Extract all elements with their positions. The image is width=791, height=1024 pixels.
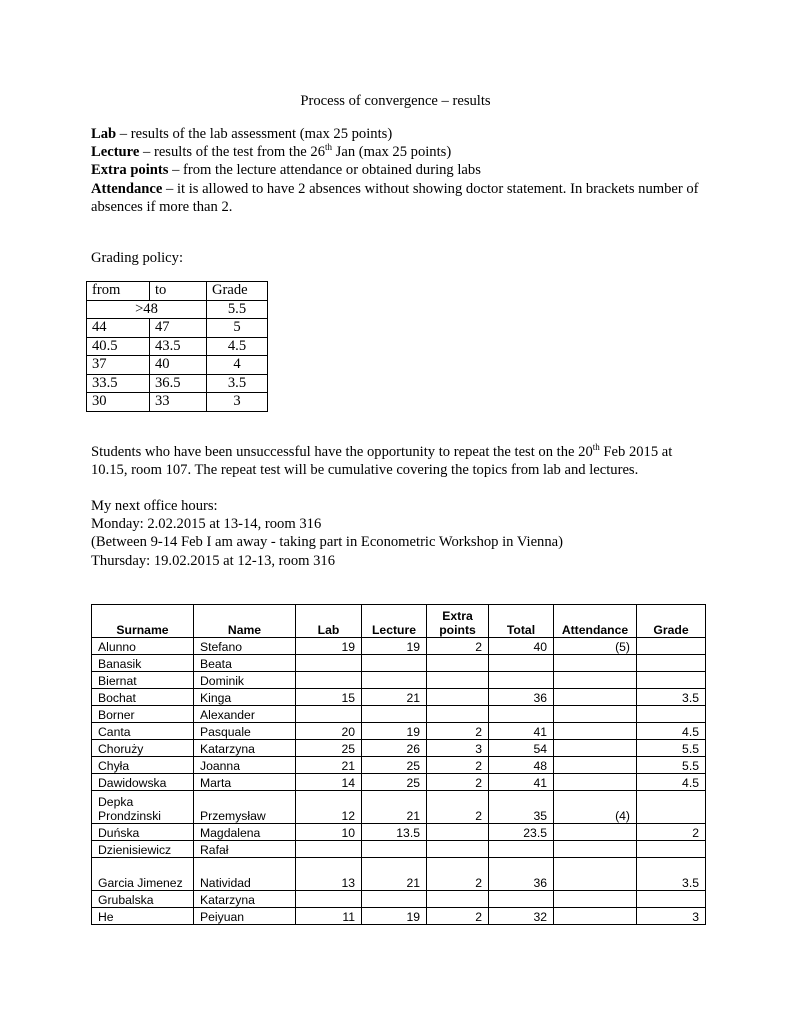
lecture-cell: 21 bbox=[362, 791, 427, 824]
table-row bbox=[92, 841, 706, 858]
name-cell: Joanna bbox=[194, 757, 296, 774]
lecture-cell: 25 bbox=[362, 757, 427, 774]
results-table bbox=[91, 604, 706, 925]
attendance-cell: (4) bbox=[554, 791, 637, 824]
lab-cell: 11 bbox=[296, 908, 362, 925]
total-cell: 54 bbox=[489, 740, 554, 757]
table-row bbox=[92, 891, 706, 908]
lecture-cell: 25 bbox=[362, 774, 427, 791]
extra-points-cell bbox=[427, 706, 489, 723]
table-row bbox=[92, 791, 706, 824]
lab-cell bbox=[296, 655, 362, 672]
grading-from-cell: 33.5 bbox=[87, 374, 150, 393]
lab-cell bbox=[296, 841, 362, 858]
lecture-cell bbox=[362, 706, 427, 723]
column-header-attendance: Attendance bbox=[554, 605, 637, 638]
grading-header-row bbox=[87, 282, 268, 301]
lab-cell: 10 bbox=[296, 824, 362, 841]
results-header-row bbox=[92, 605, 706, 638]
definition-attendance bbox=[91, 180, 701, 216]
column-header-surname: Surname bbox=[92, 605, 194, 638]
name-cell: Dominik bbox=[194, 672, 296, 689]
grading-to-cell: 33 bbox=[150, 393, 207, 412]
surname-cell: Banasik bbox=[92, 655, 194, 672]
extra-points-cell bbox=[427, 672, 489, 689]
office-hours-line: Thursday: 19.02.2015 at 12-13, room 316 bbox=[91, 552, 336, 569]
lecture-cell bbox=[362, 841, 427, 858]
lecture-cell bbox=[362, 891, 427, 908]
lecture-cell: 26 bbox=[362, 740, 427, 757]
surname-cell: Duńska bbox=[92, 824, 194, 841]
name-cell: Peiyuan bbox=[194, 908, 296, 925]
grading-from-cell: 40.5 bbox=[87, 337, 150, 356]
lab-cell: 20 bbox=[296, 723, 362, 740]
definition-lab bbox=[91, 125, 701, 143]
definition-text: – from the lecture attendance or obtained during labs bbox=[168, 162, 481, 179]
definition-term: Extra points bbox=[91, 162, 169, 179]
grading-row bbox=[87, 319, 268, 338]
surname-cell: Canta bbox=[92, 723, 194, 740]
extra-points-cell bbox=[427, 891, 489, 908]
surname-cell: Borner bbox=[92, 706, 194, 723]
name-cell: Stefano bbox=[194, 638, 296, 655]
total-cell: 36 bbox=[489, 689, 554, 706]
repeat-test-notice bbox=[91, 443, 706, 479]
table-row bbox=[92, 706, 706, 723]
extra-points-cell: 3 bbox=[427, 740, 489, 757]
table-row bbox=[92, 740, 706, 757]
surname-cell: Biernat bbox=[92, 672, 194, 689]
total-cell bbox=[489, 891, 554, 908]
grade-cell bbox=[637, 791, 706, 824]
definitions bbox=[91, 125, 701, 216]
total-cell: 35 bbox=[489, 791, 554, 824]
name-cell: Katarzyna bbox=[194, 740, 296, 757]
lab-cell bbox=[296, 706, 362, 723]
attendance-cell bbox=[554, 655, 637, 672]
grading-heading: Grading policy: bbox=[91, 250, 184, 266]
definition-lecture bbox=[91, 143, 701, 161]
grading-to-cell: 36.5 bbox=[150, 374, 207, 393]
surname-cell: He bbox=[92, 908, 194, 925]
definition-text: Jan (max 25 points) bbox=[332, 144, 452, 161]
name-cell: Kinga bbox=[194, 689, 296, 706]
name-cell: Natividad bbox=[194, 858, 296, 891]
total-cell: 32 bbox=[489, 908, 554, 925]
lecture-cell bbox=[362, 655, 427, 672]
attendance-cell bbox=[554, 689, 637, 706]
lecture-cell: 21 bbox=[362, 689, 427, 706]
grading-grade-cell: 4 bbox=[207, 356, 268, 375]
grading-to-cell: 40 bbox=[150, 356, 207, 375]
ordinal-suffix: th bbox=[592, 442, 600, 453]
table-row bbox=[92, 774, 706, 791]
grade-cell bbox=[637, 891, 706, 908]
extra-points-cell: 2 bbox=[427, 858, 489, 891]
total-cell: 48 bbox=[489, 757, 554, 774]
attendance-cell: (5) bbox=[554, 638, 637, 655]
lab-cell: 25 bbox=[296, 740, 362, 757]
attendance-cell bbox=[554, 891, 637, 908]
table-row bbox=[92, 672, 706, 689]
grading-row bbox=[87, 374, 268, 393]
total-cell: 36 bbox=[489, 858, 554, 891]
surname-cell: Choruży bbox=[92, 740, 194, 757]
extra-points-cell: 2 bbox=[427, 774, 489, 791]
lecture-cell: 19 bbox=[362, 638, 427, 655]
grading-grade-cell: 3.5 bbox=[207, 374, 268, 393]
ordinal-suffix: th bbox=[325, 142, 333, 153]
lecture-cell: 19 bbox=[362, 908, 427, 925]
attendance-cell bbox=[554, 757, 637, 774]
table-row bbox=[92, 655, 706, 672]
name-cell: Przemysław bbox=[194, 791, 296, 824]
attendance-cell bbox=[554, 908, 637, 925]
grading-from-cell: 44 bbox=[87, 319, 150, 338]
lab-cell: 19 bbox=[296, 638, 362, 655]
grading-grade-cell: 4.5 bbox=[207, 337, 268, 356]
grading-row bbox=[87, 356, 268, 375]
grade-cell bbox=[637, 672, 706, 689]
grading-grade-cell: 5.5 bbox=[207, 300, 268, 319]
surname-cell: Grubalska bbox=[92, 891, 194, 908]
grading-header-cell: Grade bbox=[207, 282, 268, 301]
table-row bbox=[92, 689, 706, 706]
lecture-cell bbox=[362, 672, 427, 689]
column-header-grade: Grade bbox=[637, 605, 706, 638]
total-cell: 23.5 bbox=[489, 824, 554, 841]
grading-from-cell: 30 bbox=[87, 393, 150, 412]
total-cell: 41 bbox=[489, 723, 554, 740]
attendance-cell bbox=[554, 841, 637, 858]
grade-cell: 4.5 bbox=[637, 774, 706, 791]
attendance-cell bbox=[554, 740, 637, 757]
total-cell: 41 bbox=[489, 774, 554, 791]
grade-cell: 4.5 bbox=[637, 723, 706, 740]
table-row bbox=[92, 908, 706, 925]
grade-cell bbox=[637, 706, 706, 723]
attendance-cell bbox=[554, 824, 637, 841]
table-row bbox=[92, 824, 706, 841]
grade-cell bbox=[637, 841, 706, 858]
definition-term: Attendance bbox=[91, 180, 163, 197]
name-cell: Magdalena bbox=[194, 824, 296, 841]
definition-extra-points bbox=[91, 161, 701, 179]
surname-cell: Dawidowska bbox=[92, 774, 194, 791]
total-cell: 40 bbox=[489, 638, 554, 655]
attendance-cell bbox=[554, 858, 637, 891]
notice-text: Feb 2015 at 10.15, room 107. The repeat test will be cumulative covering the topics from lab and lectures. bbox=[91, 444, 673, 479]
lab-cell: 15 bbox=[296, 689, 362, 706]
grade-cell bbox=[637, 655, 706, 672]
grading-row bbox=[87, 300, 268, 319]
attendance-cell bbox=[554, 774, 637, 791]
office-hours-heading: My next office hours: bbox=[91, 498, 218, 514]
grade-cell bbox=[637, 638, 706, 655]
lab-cell: 12 bbox=[296, 791, 362, 824]
extra-points-cell bbox=[427, 655, 489, 672]
definition-text: – results of the test from the 26 bbox=[139, 144, 325, 161]
definition-term: Lab bbox=[91, 126, 117, 142]
grade-cell: 5.5 bbox=[637, 757, 706, 774]
extra-points-cell: 2 bbox=[427, 723, 489, 740]
total-cell bbox=[489, 655, 554, 672]
grading-grade-cell: 3 bbox=[207, 393, 268, 412]
lecture-cell: 19 bbox=[362, 723, 427, 740]
total-cell bbox=[489, 841, 554, 858]
grade-cell: 2 bbox=[637, 824, 706, 841]
grading-grade-cell: 5 bbox=[207, 319, 268, 338]
extra-points-cell: 2 bbox=[427, 757, 489, 774]
grade-cell: 3.5 bbox=[637, 689, 706, 706]
grading-range-cell: >48 bbox=[87, 300, 207, 319]
office-hours-line: Monday: 2.02.2015 at 13-14, room 316 bbox=[91, 516, 322, 533]
attendance-cell bbox=[554, 706, 637, 723]
column-header-extra-points: Extra points bbox=[427, 605, 489, 638]
extra-points-cell: 2 bbox=[427, 638, 489, 655]
notice-text: Students who have been unsuccessful have the opportunity to repeat the test on the 20 bbox=[91, 444, 593, 460]
surname-cell: Alunno bbox=[92, 638, 194, 655]
page-title: Process of convergence – results bbox=[300, 93, 491, 109]
surname-cell: Bochat bbox=[92, 689, 194, 706]
surname-cell: Depka Prondzinski bbox=[92, 791, 194, 824]
total-cell bbox=[489, 672, 554, 689]
name-cell: Alexander bbox=[194, 706, 296, 723]
grading-to-cell: 43.5 bbox=[150, 337, 207, 356]
extra-points-cell bbox=[427, 841, 489, 858]
name-cell: Beata bbox=[194, 655, 296, 672]
table-row bbox=[92, 723, 706, 740]
column-header-lab: Lab bbox=[296, 605, 362, 638]
total-cell bbox=[489, 706, 554, 723]
lab-cell: 13 bbox=[296, 858, 362, 891]
table-row bbox=[92, 638, 706, 655]
definition-term: Lecture bbox=[91, 144, 140, 161]
extra-points-cell: 2 bbox=[427, 908, 489, 925]
extra-points-cell bbox=[427, 689, 489, 706]
column-header-name: Name bbox=[194, 605, 296, 638]
grading-table bbox=[86, 281, 268, 412]
attendance-cell bbox=[554, 672, 637, 689]
grading-from-cell: 37 bbox=[87, 356, 150, 375]
extra-points-cell: 2 bbox=[427, 791, 489, 824]
lab-cell bbox=[296, 891, 362, 908]
definition-text: – results of the lab assessment (max 25 points) bbox=[116, 126, 393, 142]
definition-text: – it is allowed to have 2 absences without showing doctor statement. In brackets number of absences if more than 2. bbox=[91, 180, 699, 215]
grade-cell: 3 bbox=[637, 908, 706, 925]
grade-cell: 5.5 bbox=[637, 740, 706, 757]
grading-header-cell: to bbox=[150, 282, 207, 301]
lecture-cell: 13.5 bbox=[362, 824, 427, 841]
lab-cell bbox=[296, 672, 362, 689]
table-row bbox=[92, 757, 706, 774]
lab-cell: 21 bbox=[296, 757, 362, 774]
lecture-cell: 21 bbox=[362, 858, 427, 891]
office-hours bbox=[91, 497, 563, 570]
office-hours-line: (Between 9-14 Feb I am away - taking part in Econometric Workshop in Vienna) bbox=[91, 534, 563, 551]
name-cell: Katarzyna bbox=[194, 891, 296, 908]
grading-header-cell: from bbox=[87, 282, 150, 301]
name-cell: Pasquale bbox=[194, 723, 296, 740]
surname-cell: Chyła bbox=[92, 757, 194, 774]
surname-cell: Dzienisiewicz bbox=[92, 841, 194, 858]
grading-to-cell: 47 bbox=[150, 319, 207, 338]
name-cell: Rafał bbox=[194, 841, 296, 858]
table-row bbox=[92, 858, 706, 891]
column-header-lecture: Lecture bbox=[362, 605, 427, 638]
grade-cell: 3.5 bbox=[637, 858, 706, 891]
name-cell: Marta bbox=[194, 774, 296, 791]
grading-row bbox=[87, 337, 268, 356]
attendance-cell bbox=[554, 723, 637, 740]
surname-cell: Garcia Jimenez bbox=[92, 858, 194, 891]
grading-row bbox=[87, 393, 268, 412]
extra-points-cell bbox=[427, 824, 489, 841]
lab-cell: 14 bbox=[296, 774, 362, 791]
column-header-total: Total bbox=[489, 605, 554, 638]
